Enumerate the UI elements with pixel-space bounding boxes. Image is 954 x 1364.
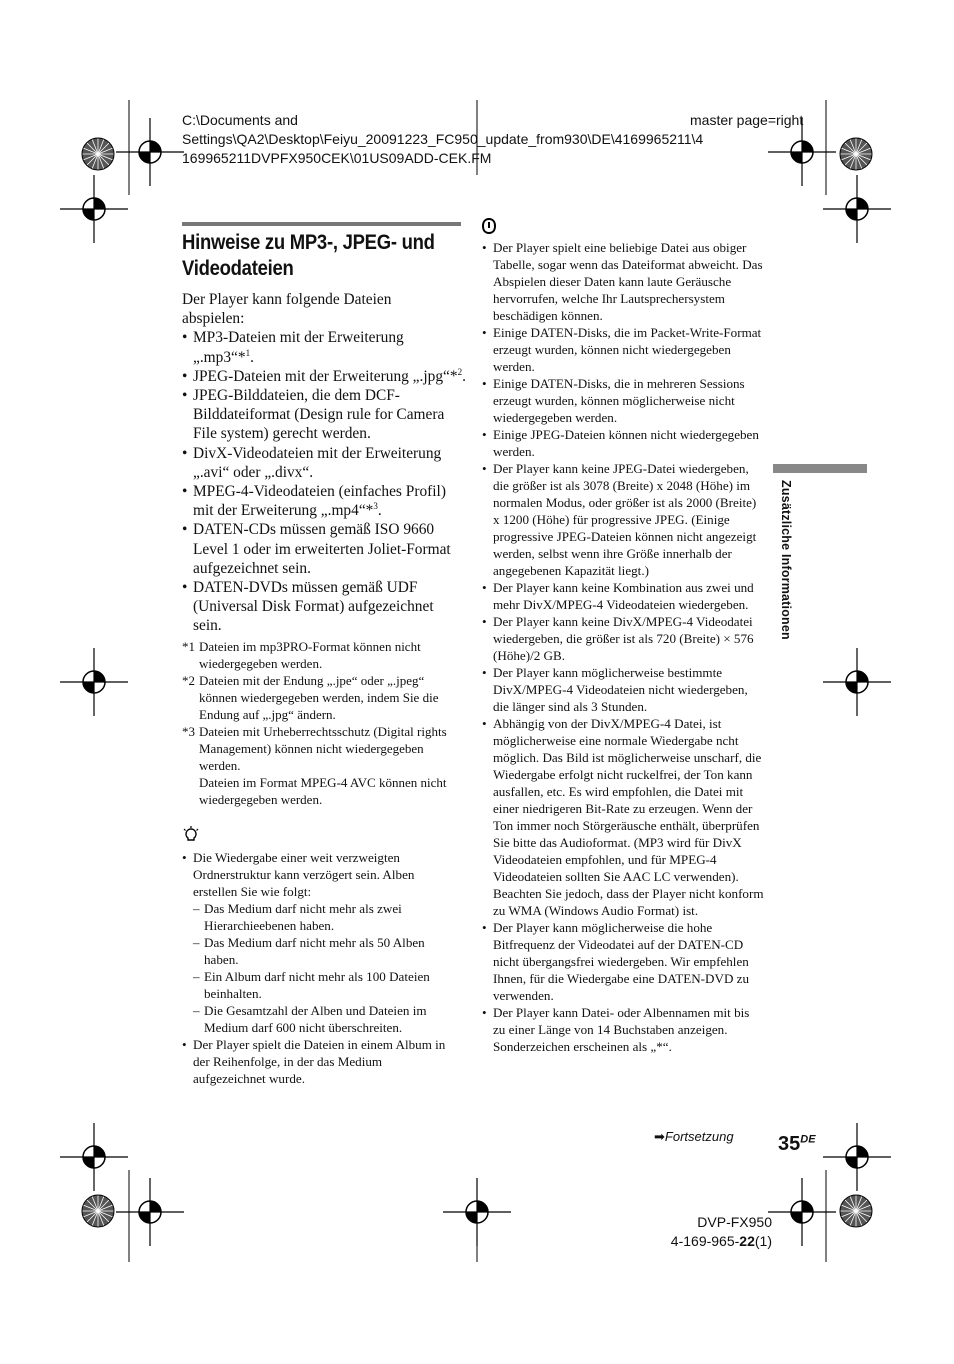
list-item: • Einige DATEN-Disks, die in mehreren Sessions erzeugt wurden, können möglicherweise nicht wiedergegeben werden. [482, 375, 764, 426]
list-item: • Der Player kann keine DivX/MPEG-4 Videodatei wiedergeben, die größer ist als 720 (Breite) × 576 (Höhe)/2 GB. [482, 613, 764, 664]
tips-list [182, 849, 457, 1087]
footnote-continuation: Dateien im Format MPEG-4 AVC können nicht wiedergegeben werden. [199, 774, 447, 807]
side-tab-bar [773, 464, 867, 473]
title-line-2: Videodateien [182, 257, 294, 280]
footnotes [182, 638, 464, 808]
path-line-2: Settings\QA2\Desktop\Feiyu_20091223_FC950_update_from930\DE\4169965211\4 [182, 131, 704, 147]
list-item: • Der Player kann möglicherweise die hohe Bitfrequenz der Videodatei auf der DATEN-CD nicht übergangsfrei wiedergeben. Wir empfehlen Ihnen, für die Wiedergabe eine DATEN-DVD zu verwenden. [482, 919, 764, 1004]
footnote: *1 Dateien im mp3PRO-Format können nicht wiedergegeben werden. [182, 638, 421, 671]
left-column [182, 290, 466, 1087]
section-title [182, 230, 464, 282]
part-code: 4-169-965-22(1) [670, 1233, 772, 1249]
path-line-1: C:\Documents and [182, 112, 298, 128]
model-name: DVP-FX950 [697, 1214, 772, 1230]
arrow-right-icon: ➡ [654, 1129, 665, 1144]
list-item: • Einige JPEG-Dateien können nicht wiedergegeben werden. [482, 426, 764, 460]
list-item: • DivX-Videodateien mit der Erweiterung „.avi“ oder „.divx“. [182, 444, 466, 482]
master-page-label: master page=right [690, 112, 804, 128]
notice-icon [482, 218, 496, 234]
continuation-note [654, 1129, 734, 1145]
model-info [660, 1213, 772, 1251]
list-item: • JPEG-Bilddateien, die dem DCF-Bilddateiformat (Design rule for Camera File system) gerecht werden. [182, 386, 466, 444]
list-item: • Der Player kann möglicherweise bestimmte DivX/MPEG-4 Videodateien nicht wiedergeben, die länger sind als 3 Stunden. [482, 664, 764, 715]
footnote: *2 Dateien mit der Endung „.jpe“ oder „.jpeg“ können wiedergegeben werden, indem Sie die Endung auf „.jpg“ ändern. [182, 672, 439, 722]
sub-item: – Das Medium darf nicht mehr als zwei Hierarchieebenen haben. [193, 900, 457, 934]
lightbulb-icon [182, 826, 200, 844]
list-item: • MPEG-4-Videodateien (einfaches Profil) mit der Erweiterung „.mp4“*$^3$. [182, 482, 466, 520]
list-item: • Der Player kann Datei- oder Albennamen mit bis zu einer Länge von 14 Buchstaben anzeigen. Sonderzeichen erscheinen als „*“. [482, 1004, 764, 1055]
list-item: • Der Player spielt eine beliebige Datei aus obiger Tabelle, sogar wenn das Dateiformat abweicht. Das Abspielen dieser Daten kann laute Geräusche hervorrufen, welche Ihr Lautsprechersystem beschädigen können. [482, 239, 764, 324]
list-item: • MP3-Dateien mit der Erweiterung „.mp3“*$^1$. [182, 328, 466, 366]
continue-label: Fortsetzung [664, 1129, 734, 1144]
footnote: *3 Dateien mit Urheberrechtsschutz (Digital rights Management) können nicht wiedergegeben werden. [182, 723, 447, 773]
list-item: • Der Player kann keine Kombination aus zwei und mehr DivX/MPEG-4 Videodateien wiedergeben. [482, 579, 764, 613]
title-line-1: Hinweise zu MP3-, JPEG- und [182, 231, 435, 254]
language-suffix: DE [800, 1133, 816, 1146]
list-item: • Abhängig von der DivX/MPEG-4 Datei, ist möglicherweise eine normale Wiedergabe ncht möglich. Das Bild ist möglicherweise unscharf, die Wiedergabe erfolgt nicht ruckelfrei, der Ton kann ausfallen, etc. Es wird empfohlen, die Datei mit einer niedrigeren Bit-Rate zu erzeugen. Wenn der Ton immer noch Störgeräusche enthält, überprüfen Sie bitte das Audioformat. (MP3 wird für DivX Videodateien empfohlen, und für MPEG-4 Videodateien sollten Sie AAC LC verwenden). Beachten Sie jedoch, dass der Player nicht konform zu WMA (Windows Audio Format) ist. [482, 715, 764, 919]
tips-block [182, 826, 466, 1087]
page-number: 35DE [778, 1133, 816, 1155]
supported-file-list [182, 328, 466, 635]
notes-list [482, 239, 764, 1055]
list-item: • DATEN-CDs müssen gemäß ISO 9660 Level 1 oder im erweiterten Joliet-Format aufgezeichnet sein. [182, 520, 466, 578]
sub-item: – Die Gesamtzahl der Alben und Dateien im Medium darf 600 nicht überschreiten. [193, 1002, 457, 1036]
list-item: • Der Player kann keine JPEG-Datei wiedergeben, die größer ist als 3078 (Breite) x 2048 (Höhe) im normalen Modus, oder größer ist als 2000 (Breite) x 1200 (Höhe) für progressive JPEG. (Einige progressive JPEG-Dateien können nicht angezeigt werden, selbst wenn ihre Größe innerhalb der angegebenen Kapazität liegt.) [482, 460, 764, 579]
list-item: • DATEN-DVDs müssen gemäß UDF (Universal Disk Format) aufgezeichnet sein. [182, 578, 466, 636]
list-item: • Einige DATEN-Disks, die im Packet-Write-Format erzeugt wurden, können nicht wiedergegeben werden. [482, 324, 764, 375]
right-column [482, 218, 764, 1055]
list-item: • JPEG-Dateien mit der Erweiterung „.jpg“*$^2$. [182, 367, 466, 386]
section-rule [182, 222, 461, 226]
side-tab-label: Zusätzliche Informationen [779, 480, 793, 640]
intro-text: Der Player kann folgende Dateien abspielen: [182, 291, 392, 328]
sub-item: – Ein Album darf nicht mehr als 100 Dateien beinhalten. [193, 968, 457, 1002]
list-item: • Der Player spielt die Dateien in einem Album in der Reihenfolge, in der das Medium aufgezeichnet wurde. [182, 1036, 457, 1087]
sub-item: – Das Medium darf nicht mehr als 50 Alben haben. [193, 934, 457, 968]
path-line-3: 169965211DVPFX950CEK\01US09ADD-CEK.FM [182, 150, 492, 166]
list-item: • Die Wiedergabe einer weit verzweigten Ordnerstruktur kann verzögert sein. Alben erstellen Sie wie folgt: – Das Medium darf nicht mehr als zwei Hierarchieebenen haben. – Das Medium darf nicht mehr als 50 Alben haben. – Ein Album darf nicht mehr als 100 Dateien beinhalten. – Die Gesamtzahl der Alben und Dateien im Medium darf 600 nicht überschreiten. [182, 849, 457, 1036]
